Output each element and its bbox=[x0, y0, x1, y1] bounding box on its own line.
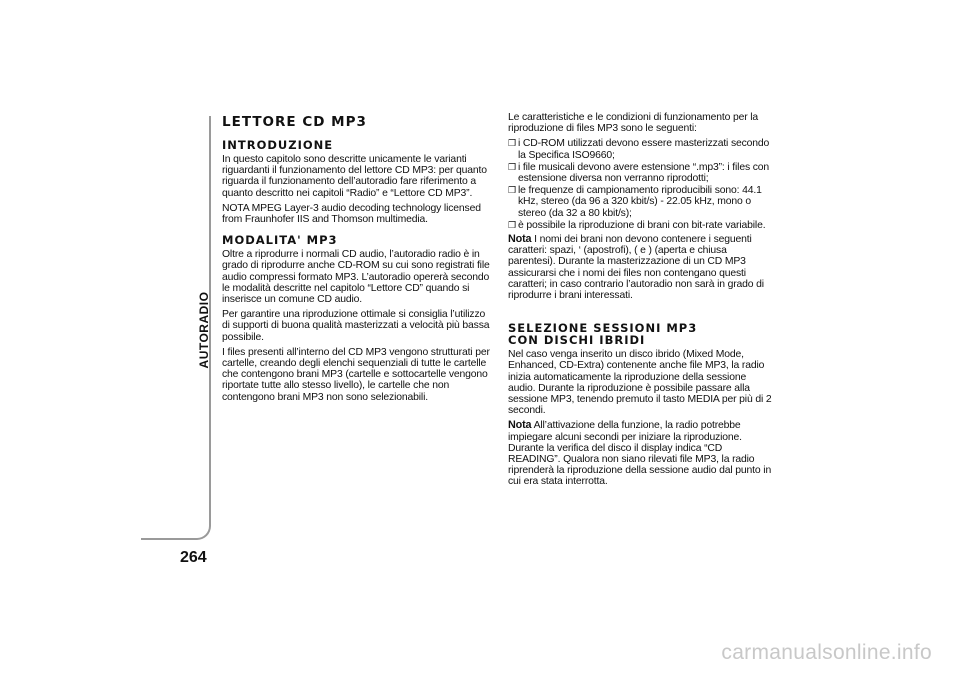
watermark: carmanualsonline.info bbox=[721, 641, 932, 664]
list-item-text: le frequenze di campionamento riproducibili sono: 44.1 kHz, stereo (da 96 a 320 kbit/s) - 22.05 kHz, mono o stereo (da 32 a 80 kbit/s); bbox=[518, 185, 762, 219]
paragraph: NOTA MPEG Layer-3 audio decoding technology licensed from Fraunhofer IIS and Thomson multimedia. bbox=[222, 202, 481, 226]
checkbox-bullet-icon: ❒ bbox=[508, 219, 516, 230]
section-tab-label: AUTORADIO bbox=[197, 291, 211, 369]
checkbox-bullet-icon: ❒ bbox=[508, 138, 516, 149]
heading-line: SELEZIONE SESSIONI MP3 bbox=[508, 321, 698, 336]
heading-modalita-mp3: MODALITA' MP3 bbox=[222, 233, 338, 248]
paragraph: Per garantire una riproduzione ottimale si consiglia l’utilizzo di supporti di buona qualità masterizzati a velocità più bassa possibile. bbox=[222, 309, 490, 343]
bullet-list bbox=[508, 138, 776, 231]
list-item-text: i file musicali devono avere estensione “.mp3”: i files con estensione diversa non verranno riprodotti; bbox=[518, 161, 770, 185]
note-label: Nota bbox=[508, 419, 532, 432]
checkbox-bullet-icon: ❒ bbox=[508, 161, 516, 172]
list-item bbox=[508, 138, 776, 160]
list-item bbox=[508, 185, 776, 219]
checkbox-bullet-icon: ❒ bbox=[508, 185, 516, 196]
list-item-text: è possibile la riproduzione di brani con bit-rate variabile. bbox=[518, 219, 766, 231]
paragraph: In questo capitolo sono descritte unicamente le varianti riguardanti il funzionamento del lettore CD MP3: per quanto riguarda il funzionamento dell’autoradio fare riferimento a quanto descritto nei capitoli “Radio” e “Lettore CD MP3”. bbox=[222, 154, 487, 199]
heading-selezione-sessioni bbox=[508, 322, 776, 346]
paragraph: I files presenti all’interno del CD MP3 vengono strutturati per cartelle, creando degli elenchi sequenziali di tutte le cartelle che contengono brani MP3 (cartelle e sottocartelle vengono riportate tutte allo stesso livello), le cartelle che non contengono brani MP3 non sono selezionabili. bbox=[222, 346, 490, 403]
left-column bbox=[222, 112, 490, 407]
note-label: Nota bbox=[508, 233, 532, 246]
note-paragraph bbox=[508, 234, 776, 301]
list-item-text: i CD-ROM utilizzati devono essere masterizzati secondo la Specifica ISO9660; bbox=[518, 138, 770, 161]
note-text: All’attivazione della funzione, la radio potrebbe impiegare alcuni secondi per iniziare la riproduzione. Durante la verifica del disco il display indica “CD READING”. Qualora non siano rilevati file MP3, la radio riprenderà la riproduzione della sessione audio dal punto in cui era stata interrotta. bbox=[508, 420, 772, 488]
right-column bbox=[508, 112, 776, 492]
note-text: I nomi dei brani non devono contenere i seguenti caratteri: spazi, ‘ (apostrofi), ( e ) (aperta e chiusa parentesi). Durante la masterizzazione di un CD MP3 assicurarsi che i nomi dei files non contengano questi caratteri; in caso contrario l’autoradio non sarà in grado di riprodurre i brani interessati. bbox=[508, 234, 764, 302]
heading-line: CON DISCHI IBRIDI bbox=[508, 333, 646, 348]
heading-introduzione: INTRODUZIONE bbox=[222, 138, 334, 152]
page-number: 264 bbox=[180, 549, 207, 566]
paragraph: Oltre a riprodurre i normali CD audio, l’autoradio radio è in grado di riprodurre anche CD-ROM su cui sono registrati file audio compressi formato MP3. L’autoradio opererà secondo le modalità descritte nel capitolo “Lettore CD” quando si inserisce un comune CD audio. bbox=[222, 249, 490, 306]
list-item bbox=[508, 220, 776, 231]
paragraph: Le caratteristiche e le condizioni di funzionamento per la riproduzione di files MP3 sono le seguenti: bbox=[508, 112, 759, 135]
note-paragraph bbox=[508, 420, 776, 487]
paragraph: Nel caso venga inserito un disco ibrido (Mixed Mode, Enhanced, CD-Extra) contenente anche file MP3, la radio inizia automaticamente la riproduzione della sessione audio. Durante la riproduzione è possibile passare alla sessione MP3, tenendo premuto il tasto MEDIA per più di 2 secondi. bbox=[508, 349, 772, 417]
list-item bbox=[508, 162, 776, 184]
page-title: LETTORE CD MP3 bbox=[222, 114, 367, 130]
